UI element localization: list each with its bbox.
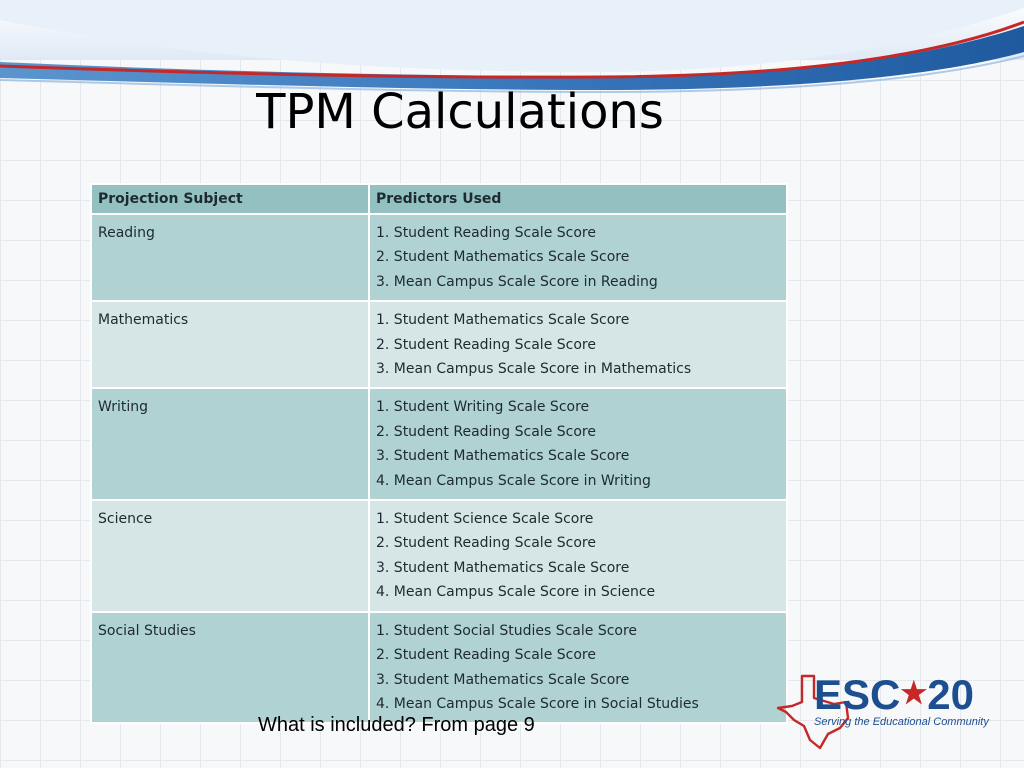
predictor-item: 1. Student Science Scale Score [376, 511, 594, 528]
footnote-text: What is included? From page 9 [258, 714, 535, 736]
column-header-projection-subject: Projection Subject [91, 184, 369, 214]
subject-cell: Social Studies [91, 612, 369, 724]
predictor-item: 3. Student Mathematics Scale Score [376, 671, 630, 688]
predictor-item: 1. Student Mathematics Scale Score [376, 312, 630, 329]
logo-name-left: ESC [814, 671, 901, 718]
predictor-item: 3. Mean Campus Scale Score in Reading [376, 273, 658, 290]
logo-name-right: 20 [927, 671, 974, 718]
predictor-item: 3. Student Mathematics Scale Score [376, 448, 630, 465]
page-title: TPM Calculations [256, 84, 664, 140]
logo-wordmark [814, 671, 989, 728]
table-header-row [91, 184, 787, 214]
predictors-table [90, 183, 788, 724]
predictor-item: 4. Mean Campus Scale Score in Social Studies [376, 695, 699, 712]
predictors-table-container [90, 183, 788, 724]
predictor-item: 4. Mean Campus Scale Score in Science [376, 584, 656, 601]
predictors-cell [369, 612, 787, 724]
predictor-item: 2. Student Reading Scale Score [376, 535, 596, 552]
subject-cell: Mathematics [91, 301, 369, 388]
predictor-item: 2. Student Reading Scale Score [376, 647, 596, 664]
predictors-cell [369, 214, 787, 301]
logo-name [814, 671, 989, 718]
predictors-cell [369, 388, 787, 500]
table-row [91, 388, 787, 500]
table-row [91, 301, 787, 388]
predictors-cell [369, 500, 787, 612]
table-row [91, 214, 787, 301]
predictor-item: 3. Student Mathematics Scale Score [376, 559, 630, 576]
table-row [91, 500, 787, 612]
predictor-item: 1. Student Writing Scale Score [376, 399, 590, 416]
subject-cell: Reading [91, 214, 369, 301]
predictor-item: 3. Mean Campus Scale Score in Mathematics [376, 361, 692, 378]
predictor-item: 1. Student Social Studies Scale Score [376, 622, 638, 639]
predictors-cell [369, 301, 787, 388]
predictor-item: 1. Student Reading Scale Score [376, 225, 596, 241]
star-icon: ★ [900, 677, 928, 710]
predictor-item: 2. Student Reading Scale Score [376, 423, 596, 440]
predictor-item: 2. Student Reading Scale Score [376, 336, 596, 353]
predictor-item: 2. Student Mathematics Scale Score [376, 249, 630, 266]
predictor-item: 4. Mean Campus Scale Score in Writing [376, 472, 651, 489]
subject-cell: Writing [91, 388, 369, 500]
column-header-predictors-used: Predictors Used [369, 184, 787, 214]
table-row [91, 612, 787, 724]
logo-tagline: Serving the Educational Community [814, 716, 989, 728]
subject-cell: Science [91, 500, 369, 612]
